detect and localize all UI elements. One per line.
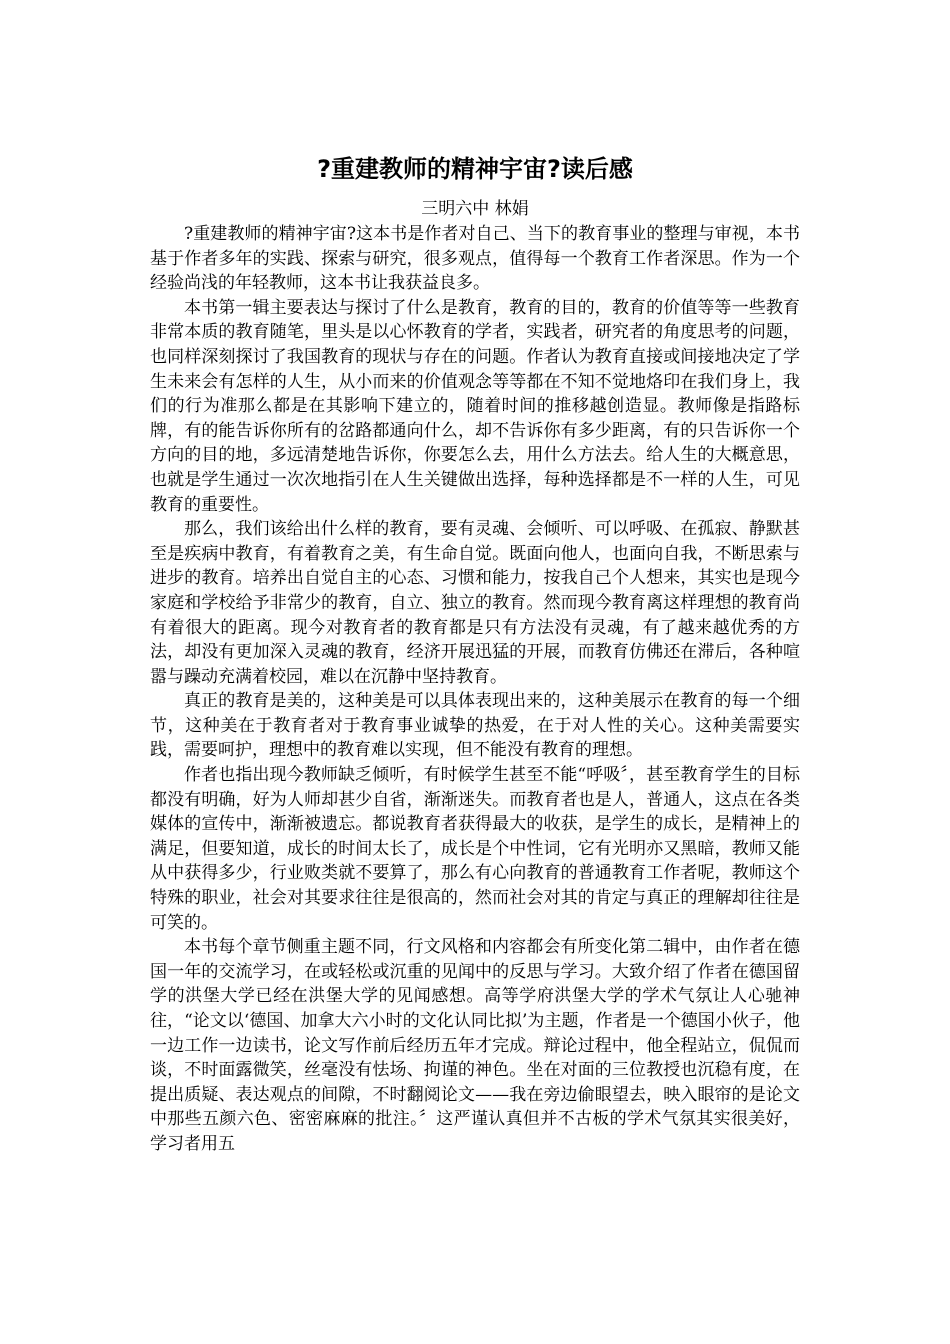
paragraph: 本书每个章节侧重主题不同，行文风格和内容都会有所变化第二辑中，由作者在德国一年的交流学习，在或轻松或沉重的见闻中的反思与学习。大致介绍了作者在德国留学的洪堡大学已经在洪堡大学的见闻感想。高等学府洪堡大学的学术气氛让人心驰神往，“论文以‘德国、加拿大六小时的文化认同比拟’为主题，作者是一个德国小伙子，他一边工作一边读书，论文写作前后经历五年才完成。辩论过程中，他全程站立，侃侃而谈，不时面露微笑，丝毫没有怯场、拘谨的神色。坐在对面的三位教授也沉稳有度，在提出质疑、表达观点的间隙，不时翻阅论文——我在旁边偷眼望去，映入眼帘的是论文中那些五颜六色、密密麻麻的批注。〞这严谨认真但并不古板的学术气氛其实很美好，学习者用五 [150,937,800,1154]
document-title: ?重建教师的精神宇宙?读后感 [317,155,633,183]
paragraph: ?重建教师的精神宇宙?这本书是作者对自己、当下的教育事业的整理与审视，本书基于作者多年的实践、探索与研究，很多观点，值得每一个教育工作者深思。作为一个经验尚浅的年轻教师，这本书让我获益良多。 [150,224,800,294]
paragraph: 本书第一辑主要表达与探讨了什么是教育，教育的目的，教育的价值等等一些教育非常本质的教育随笔，里头是以心怀教育的学者，实践者，研究者的角度思考的问题，也同样深刻探讨了我国教育的现状与存在的问题。作者认为教育直接或间接地决定了学生未来会有怎样的人生，从小而来的价值观念等等都在不知不觉地烙印在我们身上，我们的行为准那么都是在其影响下建立的，随着时间的推移越创造显。教师像是指路标牌，有的能告诉你所有的岔路都通向什么，却不告诉你有多少距离，有的只告诉你一个方向的目的地，多远清楚地告诉你，你要怎么去，用什么方法去。给人生的大概意思，也就是学生通过一次次地指引在人生关键做出选择，每种选择都是不一样的人生，可见教育的重要性。 [150,297,800,515]
paragraph: 那么，我们该给出什么样的教育，要有灵魂、会倾听、可以呼吸、在孤寂、静默甚至是疾病中教育，有着教育之美，有生命自觉。既面向他人，也面向自我，不断思索与进步的教育。培养出自觉自主的心态、习惯和能力，按我自己个人想来，其实也是现今家庭和学校给予非常少的教育，自立、独立的教育。然而现今教育离这样理想的教育尚有着很大的距离。现今对教育者的教育都是只有方法没有灵魂，有了越来越优秀的方法，却没有更加深入灵魂的教育，经济开展迅猛的开展，而教育仿佛还在滞后，各种喧嚣与躁动充满着校园，难以在沉静中坚持教育。 [150,519,800,687]
document-page [150,0,800,1344]
document-author: 三明六中 林娟 [421,199,529,219]
paragraph: 真正的教育是美的，这种美是可以具体表现出来的，这种美展示在教育的每一个细节，这种美在于教育者对于教育事业诚挚的热爱，在于对人性的关心。这种美需要实践，需要呵护，理想中的教育难以实现，但不能没有教育的理想。 [150,691,800,761]
paragraph: 作者也指出现今教师缺乏倾听，有时候学生甚至不能“呼吸〞，甚至教育学生的目标都没有明确，好为人师却甚少自省，渐渐迷失。而教育者也是人，普通人，这点在各类媒体的宣传中，渐渐被遗忘。都说教育者获得最大的收获，是学生的成长，是精神上的满足，但要知道，成长的时间太长了，成长是个中性词，它有光明亦又黑暗，教师又能从中获得多少，行业败类就不要算了，那么有心向教育的普通教育工作者呢，教师这个特殊的职业，社会对其要求往往是很高的，然而社会对其的肯定与真正的理解却往往是可笑的。 [150,765,800,933]
document-body [150,222,800,1157]
